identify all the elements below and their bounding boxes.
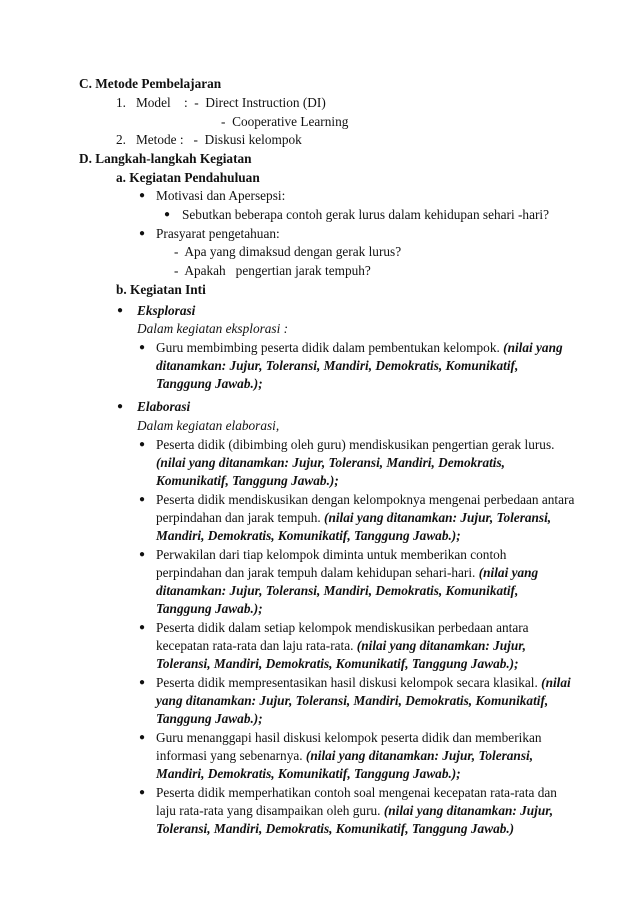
elaborasi-point-3-values: (nilai yang [478,565,539,580]
elaborasi-point-1-values-2: Komunikatif, Tanggung Jawab.); [156,473,339,488]
elaborasi-point-7-text-2: laju rata-rata yang disampaikan oleh guru. [156,803,381,818]
elaborasi-title: Elaborasi [137,399,191,414]
eksplorasi-intro: Dalam kegiatan eksplorasi : [137,321,289,336]
elaborasi-point-6-text: Guru menanggapi hasil diskusi kelompok peserta didik dan memberikan [156,730,542,745]
prasyarat-question-1: - Apa yang dimaksud dengan gerak lurus? [174,244,402,259]
eksplorasi-point-values-3: Tanggung Jawab.); [156,376,263,391]
elaborasi-point-6-text-2: informasi yang sebenarnya. [156,748,303,763]
bullet-icon: ● [139,549,146,560]
kegiatan-inti-heading: b. Kegiatan Inti [116,282,206,297]
prasyarat-question-2: - Apakah pengertian jarak tempuh? [174,263,371,278]
elaborasi-point-7-text: Peserta didik memperhatikan contoh soal mengenai kecepatan rata-rata dan [156,785,557,800]
bullet-icon: ● [139,190,146,201]
elaborasi-point-3-values-3: Tanggung Jawab.); [156,601,263,616]
bullet-icon: ● [139,342,146,353]
motivasi-label: Motivasi dan Apersepsi: [156,188,286,203]
elaborasi-point-4-values: (nilai yang ditanamkan: Jujur, [356,638,527,653]
elaborasi-point-3-values-2: ditanamkan: Jujur, Toleransi, Mandiri, Demokratis, Komunikatif, [156,583,519,598]
elaborasi-point-4-text: Peserta didik dalam setiap kelompok mendiskusikan perbedaan antara [156,620,529,635]
bullet-icon: ● [164,209,171,220]
bullet-icon: ● [117,401,124,412]
elaborasi-point-3-text: Perwakilan dari tiap kelompok diminta untuk memberikan contoh [156,547,507,562]
bullet-icon: ● [139,732,146,743]
bullet-icon: ● [139,494,146,505]
elaborasi-point-5-text: Peserta didik mempresentasikan hasil diskusi kelompok secara klasikal. [156,675,538,690]
elaborasi-point-1-text: Peserta didik (dibimbing oleh guru) mendiskusikan pengertian gerak lurus. [156,437,555,452]
bullet-icon: ● [139,228,146,239]
elaborasi-point-7-line-2 [156,802,553,819]
elaborasi-point-2-line-2 [156,509,551,526]
method-metode-line: 2. Metode : - Diskusi kelompok [116,132,302,147]
eksplorasi-point-text: Guru membimbing peserta didik dalam pembentukan kelompok. [156,340,500,355]
bullet-icon: ● [117,305,124,316]
prasyarat-label: Prasyarat pengetahuan: [156,226,280,241]
elaborasi-point-4-values-2: Toleransi, Mandiri, Demokratis, Komunikatif, Tanggung Jawab.); [156,656,519,671]
bullet-icon: ● [139,787,146,798]
elaborasi-point-3-text-2: perpindahan dan jarak tempuh dalam kehidupan sehari-hari. [156,565,476,580]
elaborasi-point-2-values: (nilai yang ditanamkan: Jujur, Toleransi, [324,510,552,525]
elaborasi-point-4-line-2 [156,637,526,654]
elaborasi-point-3-line-2 [156,564,538,581]
elaborasi-point-2-values-2: Mandiri, Demokratis, Komunikatif, Tanggung Jawab.); [156,528,461,543]
section-d-heading: D. Langkah-langkah Kegiatan [79,151,252,166]
bullet-icon: ● [139,677,146,688]
eksplorasi-title: Eksplorasi [137,303,196,318]
elaborasi-point-4-text-2: kecepatan rata-rata dan laju rata-rata. [156,638,354,653]
elaborasi-point-5-values-3: Tanggung Jawab.); [156,711,263,726]
eksplorasi-point-values-2: ditanamkan: Jujur, Toleransi, Mandiri, Demokratis, Komunikatif, [156,358,519,373]
bullet-icon: ● [139,622,146,633]
motivasi-question: Sebutkan beberapa contoh gerak lurus dalam kehidupan sehari -hari? [182,207,550,222]
method-model-line-2: - Cooperative Learning [221,114,349,129]
kegiatan-pendahuluan-heading: a. Kegiatan Pendahuluan [116,170,260,185]
elaborasi-intro: Dalam kegiatan elaborasi, [137,418,280,433]
elaborasi-point-5-line-1 [156,674,571,691]
eksplorasi-point-line [156,339,563,356]
elaborasi-point-5-values: (nilai [541,675,571,690]
elaborasi-point-1-values: (nilai yang ditanamkan: Jujur, Toleransi, Mandiri, Demokratis, [156,455,505,470]
method-model-line: 1. Model : - Direct Instruction (DI) [116,95,326,110]
elaborasi-point-6-values-2: Mandiri, Demokratis, Komunikatif, Tanggung Jawab.); [156,766,461,781]
section-c-heading: C. Metode Pembelajaran [79,76,222,91]
eksplorasi-point-values: (nilai yang [503,340,563,355]
elaborasi-point-5-values-2: yang ditanamkan: Jujur, Toleransi, Mandiri, Demokratis, Komunikatif, [156,693,549,708]
bullet-icon: ● [139,439,146,450]
elaborasi-point-7-values-2: Toleransi, Mandiri, Demokratis, Komunikatif, Tanggung Jawab.) [156,821,515,836]
elaborasi-point-7-values: (nilai yang ditanamkan: Jujur, [383,803,554,818]
elaborasi-point-2-text-2: perpindahan dan jarak tempuh. [156,510,321,525]
elaborasi-point-6-line-2 [156,747,533,764]
elaborasi-point-6-values: (nilai yang ditanamkan: Jujur, Toleransi, [305,748,534,763]
elaborasi-point-2-text: Peserta didik mendiskusikan dengan kelompoknya mengenai perbedaan antara [156,492,575,507]
